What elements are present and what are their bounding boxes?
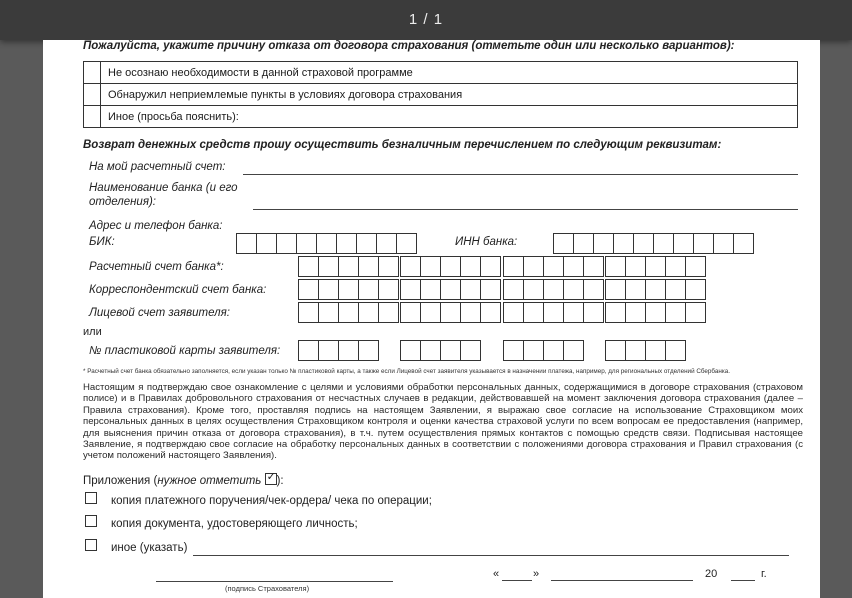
corr-account-grid[interactable] — [400, 279, 501, 300]
date-year-suffix: г. — [761, 568, 767, 580]
digit-cell[interactable] — [563, 340, 584, 361]
attachment-checkbox-id[interactable] — [85, 515, 97, 527]
digit-cell[interactable] — [256, 233, 277, 254]
digit-cell[interactable] — [298, 340, 319, 361]
reason-checkbox[interactable] — [84, 84, 101, 106]
digit-cell[interactable] — [665, 256, 686, 277]
digit-cell[interactable] — [685, 256, 706, 277]
digit-cell[interactable] — [316, 233, 337, 254]
attachments-heading — [83, 473, 284, 487]
digit-cell[interactable] — [563, 302, 584, 323]
digit-cell[interactable] — [378, 279, 399, 300]
digit-cell[interactable] — [583, 302, 604, 323]
digit-cell[interactable] — [400, 340, 421, 361]
digit-cell[interactable] — [318, 279, 339, 300]
digit-cell[interactable] — [605, 340, 626, 361]
digit-cell[interactable] — [653, 233, 674, 254]
digit-cell[interactable] — [605, 302, 626, 323]
digit-cell[interactable] — [358, 340, 379, 361]
digit-cell[interactable] — [480, 279, 501, 300]
digit-cell[interactable] — [563, 279, 584, 300]
bank-name-label-line1: Наименование банка (и его — [89, 182, 238, 194]
digit-cell[interactable] — [356, 233, 377, 254]
digit-cell[interactable] — [563, 256, 584, 277]
inn-digit-grid[interactable] — [553, 233, 754, 254]
digit-cell[interactable] — [420, 256, 441, 277]
card-number-grid[interactable] — [503, 340, 584, 361]
digit-cell[interactable] — [685, 302, 706, 323]
card-number-grid[interactable] — [400, 340, 481, 361]
corr-account-grid[interactable] — [503, 279, 604, 300]
reason-label: Обнаружил неприемлемые пункты в условиях договора страхования — [101, 84, 798, 106]
personal-account-label: Лицевой счет заявителя: — [89, 307, 230, 319]
corr-account-label: Корреспондентский счет банка: — [89, 284, 267, 296]
personal-account-grid[interactable] — [605, 302, 706, 323]
account-label: На мой расчетный счет: — [89, 161, 226, 173]
digit-cell[interactable] — [665, 279, 686, 300]
refund-heading: Возврат денежных средств прошу осуществить безналичным перечислением по следующим реквизитам: — [83, 139, 722, 151]
digit-cell[interactable] — [625, 340, 646, 361]
digit-cell[interactable] — [523, 279, 544, 300]
digit-cell[interactable] — [460, 256, 481, 277]
digit-cell[interactable] — [298, 256, 319, 277]
reasons-table — [83, 61, 798, 128]
digit-cell[interactable] — [523, 340, 544, 361]
attachment-other-input-line[interactable] — [193, 555, 789, 556]
attachments-heading-suffix: ): — [276, 475, 284, 487]
digit-cell[interactable] — [298, 302, 319, 323]
digit-cell[interactable] — [298, 279, 319, 300]
digit-cell[interactable] — [318, 340, 339, 361]
account-input-line[interactable] — [243, 174, 798, 175]
personal-account-grid[interactable] — [503, 302, 604, 323]
bank-name-input-line[interactable] — [253, 209, 798, 210]
reason-row — [84, 84, 798, 106]
digit-cell[interactable] — [338, 256, 359, 277]
signature-caption: (подпись Страхователя) — [225, 584, 310, 593]
personal-account-grid[interactable] — [298, 302, 399, 323]
reason-row — [84, 62, 798, 84]
date-close-quote: » — [533, 568, 540, 580]
settlement-account-grid[interactable] — [400, 256, 501, 277]
digit-cell[interactable] — [605, 256, 626, 277]
card-number-label: № пластиковой карты заявителя: — [89, 345, 281, 357]
digit-cell[interactable] — [420, 279, 441, 300]
digit-cell[interactable] — [318, 256, 339, 277]
digit-cell[interactable] — [583, 256, 604, 277]
digit-cell[interactable] — [460, 302, 481, 323]
digit-cell[interactable] — [400, 279, 421, 300]
digit-cell[interactable] — [523, 302, 544, 323]
digit-cell[interactable] — [420, 340, 441, 361]
digit-cell[interactable] — [605, 279, 626, 300]
attachment-label-payment: копия платежного поручения/чек-ордера/ чека по операции; — [111, 495, 432, 507]
digit-cell[interactable] — [276, 233, 297, 254]
digit-cell[interactable] — [336, 233, 357, 254]
reason-label: Не осознаю необходимости в данной страховой программе — [101, 62, 798, 84]
digit-cell[interactable] — [543, 340, 564, 361]
digit-cell[interactable] — [338, 340, 359, 361]
bik-digit-grid[interactable] — [236, 233, 417, 254]
date-day-line[interactable] — [502, 580, 532, 581]
digit-cell[interactable] — [480, 256, 501, 277]
digit-cell[interactable] — [440, 302, 461, 323]
digit-cell[interactable] — [645, 340, 666, 361]
digit-cell[interactable] — [400, 256, 421, 277]
digit-cell[interactable] — [503, 302, 524, 323]
settlement-account-label: Расчетный счет банка*: — [89, 261, 224, 273]
consent-text: Настоящим я подтверждаю свое ознакомление с целями и условиями обработки персональных данных, содержащимися в договоре страхования (страховом полисе) и в Правилах добровольного страхования от несчастных случаев в редакции, действовавшей на момент заключения договора страхования (далее – Правила страхования). Кроме того, проставляя подпись на настоящем Заявлении, я выражаю свое согласие на использование Страховщиком моих персональных данных в целях осуществления Страховщиком контроля и оценки качества страховой услуги по всем вопросам ее предоставления (например, для выяснения причин отказа от договора страхования), в т.ч. путем осуществления прямых контактов с помощью средств связи. Подписывая настоящее Заявление, я подтверждаю свое согласие на обработку персональных данных в соответствии с положениями договора страхования и Правил страхования (с учетом положений настоящего Заявления). — [83, 382, 803, 462]
digit-cell[interactable] — [553, 233, 574, 254]
digit-cell[interactable] — [358, 302, 379, 323]
digit-cell[interactable] — [645, 256, 666, 277]
date-year-line[interactable] — [731, 580, 755, 581]
reason-checkbox[interactable] — [84, 106, 101, 128]
digit-cell[interactable] — [625, 256, 646, 277]
digit-cell[interactable] — [543, 256, 564, 277]
digit-cell[interactable] — [378, 302, 399, 323]
digit-cell[interactable] — [318, 302, 339, 323]
corr-account-grid[interactable] — [605, 279, 706, 300]
digit-cell[interactable] — [503, 279, 524, 300]
date-month-line[interactable] — [551, 580, 693, 581]
attachment-checkbox-payment[interactable] — [85, 492, 97, 504]
digit-cell[interactable] — [665, 340, 686, 361]
reason-row — [84, 106, 798, 128]
digit-cell[interactable] — [236, 233, 257, 254]
reasons-heading: Пожалуйста, укажите причину отказа от договора страхования (отметьте один или несколько вариантов): — [83, 40, 735, 52]
footnote: * Расчетный счет банка обязательно заполняется, если указан только № пластиковой карты, а также если Лицевой счет заявителя указывается в назначении платежа, например, для региональных отделений Сбербанка. — [83, 368, 731, 375]
corr-account-grid[interactable] — [298, 279, 399, 300]
or-label: или — [83, 326, 102, 338]
reason-label: Иное (просьба пояснить): — [101, 106, 798, 128]
digit-cell[interactable] — [480, 302, 501, 323]
digit-cell[interactable] — [358, 279, 379, 300]
digit-cell[interactable] — [673, 233, 694, 254]
attachments-heading-italic: нужное отметить — [157, 475, 262, 487]
digit-cell[interactable] — [573, 233, 594, 254]
digit-cell[interactable] — [296, 233, 317, 254]
date-open-quote: « — [493, 568, 500, 580]
digit-cell[interactable] — [693, 233, 714, 254]
digit-cell[interactable] — [543, 279, 564, 300]
signature-line[interactable] — [156, 581, 393, 582]
bank-name-label-line2: отделения): — [89, 196, 156, 208]
digit-cell[interactable] — [440, 256, 461, 277]
bik-label: БИК: — [89, 236, 115, 248]
digit-cell[interactable] — [645, 279, 666, 300]
digit-cell[interactable] — [420, 302, 441, 323]
digit-cell[interactable] — [440, 340, 461, 361]
digit-cell[interactable] — [460, 340, 481, 361]
attachment-label-other: иное (указать) — [111, 542, 188, 554]
digit-cell[interactable] — [625, 302, 646, 323]
card-number-grid[interactable] — [298, 340, 379, 361]
digit-cell[interactable] — [376, 233, 397, 254]
digit-cell[interactable] — [396, 233, 417, 254]
digit-cell[interactable] — [665, 302, 686, 323]
digit-cell[interactable] — [645, 302, 666, 323]
digit-cell[interactable] — [625, 279, 646, 300]
attachments-heading-prefix: Приложения ( — [83, 475, 158, 487]
digit-cell[interactable] — [338, 302, 359, 323]
settlement-account-grid[interactable] — [503, 256, 604, 277]
digit-cell[interactable] — [713, 233, 734, 254]
digit-cell[interactable] — [400, 302, 421, 323]
digit-cell[interactable] — [358, 256, 379, 277]
settlement-account-grid[interactable] — [298, 256, 399, 277]
digit-cell[interactable] — [633, 233, 654, 254]
checked-box-icon: ✓ — [266, 471, 276, 483]
digit-cell[interactable] — [440, 279, 461, 300]
attachment-label-id: копия документа, удостоверяющего личность; — [111, 518, 358, 530]
digit-cell[interactable] — [543, 302, 564, 323]
digit-cell[interactable] — [593, 233, 614, 254]
personal-account-grid[interactable] — [400, 302, 501, 323]
digit-cell[interactable] — [613, 233, 634, 254]
digit-cell[interactable] — [523, 256, 544, 277]
bank-address-label: Адрес и телефон банка: — [89, 220, 223, 232]
reason-checkbox[interactable] — [84, 62, 101, 84]
digit-cell[interactable] — [378, 256, 399, 277]
card-number-grid[interactable] — [605, 340, 686, 361]
digit-cell[interactable] — [338, 279, 359, 300]
viewer-toolbar — [0, 0, 852, 40]
page-indicator: 1 / 1 — [408, 11, 444, 28]
digit-cell[interactable] — [733, 233, 754, 254]
digit-cell[interactable] — [503, 256, 524, 277]
attachment-checkbox-other[interactable] — [85, 539, 97, 551]
digit-cell[interactable] — [583, 279, 604, 300]
document-page — [43, 40, 820, 598]
digit-cell[interactable] — [685, 279, 706, 300]
date-year-prefix: 20 — [705, 568, 718, 580]
settlement-account-grid[interactable] — [605, 256, 706, 277]
digit-cell[interactable] — [460, 279, 481, 300]
inn-label: ИНН банка: — [455, 236, 518, 248]
digit-cell[interactable] — [503, 340, 524, 361]
